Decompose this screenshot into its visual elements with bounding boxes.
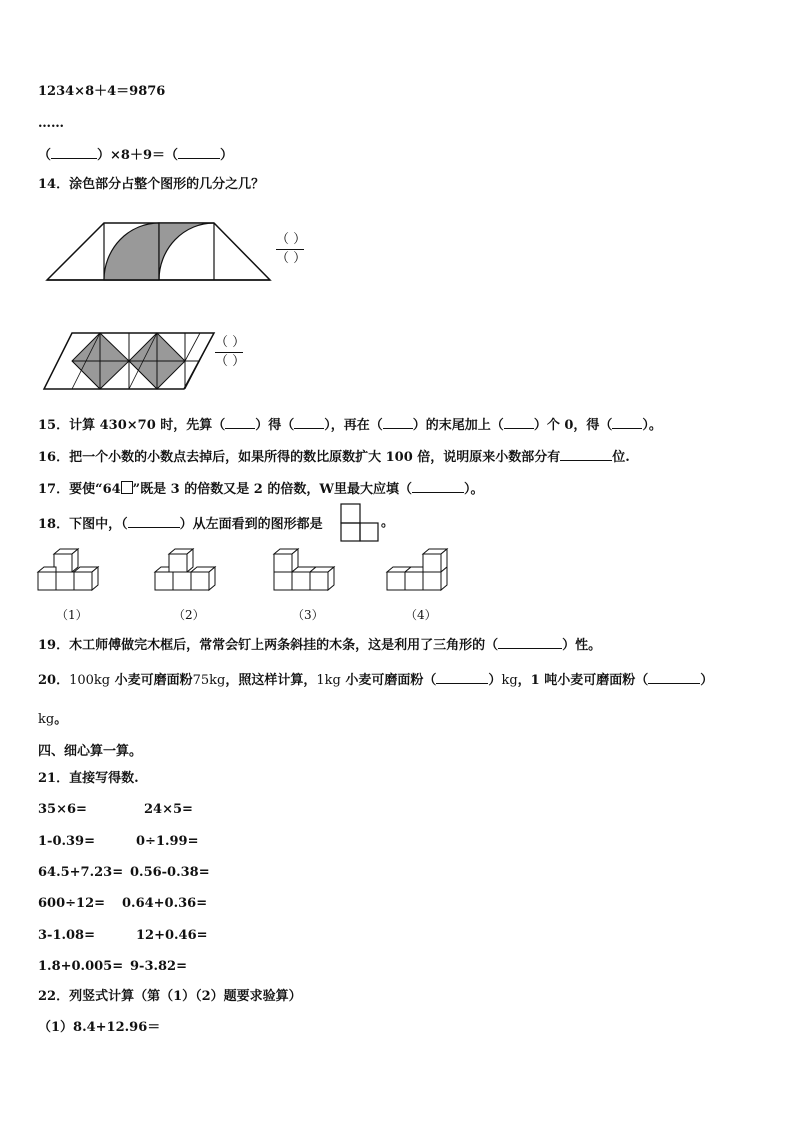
cube-figure-2 — [153, 548, 225, 598]
text: ）性。 — [562, 638, 602, 653]
cube-figure-3 — [272, 548, 344, 598]
cube-figure-1 — [36, 548, 108, 598]
fraction-bar — [276, 249, 304, 250]
calc-item: 35×6= — [38, 802, 87, 817]
question-20 — [38, 671, 713, 689]
text: ）的末尾加上（ — [412, 418, 504, 433]
numerator: （ ） — [215, 335, 246, 350]
trapezoid-figure — [44, 218, 284, 288]
answer-blank[interactable] — [504, 416, 534, 429]
left-view-shape — [340, 503, 380, 543]
text: ）。 — [642, 418, 662, 433]
calc-item: 24×5= — [144, 802, 193, 817]
answer-blank[interactable] — [612, 416, 642, 429]
text: ）从左面看到的图形都是 — [179, 517, 323, 532]
question-17 — [38, 480, 483, 498]
text: ”既是 3 的倍数又是 2 的倍数，W里最大应填（ — [132, 482, 412, 497]
text: 小麦可磨面粉（ — [340, 673, 437, 688]
text: 小麦可磨面粉 — [110, 673, 193, 688]
question-20-cont — [38, 712, 67, 728]
text: ，1 吨小麦可磨面粉（ — [517, 673, 649, 688]
calc-item: 0.64+0.36= — [122, 896, 208, 911]
quantity: 75kg — [192, 673, 226, 688]
answer-blank[interactable] — [436, 671, 488, 684]
answer-blank[interactable] — [560, 448, 612, 461]
calc-item: 0÷1.99= — [136, 834, 199, 849]
text: 位. — [612, 450, 630, 465]
answer-blank[interactable] — [294, 416, 324, 429]
question-16 — [38, 448, 630, 466]
equation-line: 1234×8＋4＝9876 — [38, 84, 166, 99]
fraction-bar — [215, 352, 243, 353]
numerator: （ ） — [276, 232, 307, 247]
answer-blank[interactable] — [178, 146, 220, 159]
text: ，照这样计算， — [225, 673, 317, 688]
calc-item: 64.5+7.23= — [38, 865, 124, 880]
text: ） — [220, 148, 234, 163]
text: ）得（ — [255, 418, 295, 433]
quantity: 1kg — [316, 673, 341, 688]
calc-item: 1.8+0.005= — [38, 959, 124, 974]
unit: kg — [501, 673, 518, 688]
cube-label-4: （4） — [405, 608, 437, 622]
quantity: 100kg — [69, 673, 111, 688]
cube-figure-4 — [385, 548, 457, 598]
answer-blank[interactable] — [128, 515, 180, 528]
digit-box[interactable] — [121, 481, 133, 494]
period: 。 — [381, 515, 395, 530]
question-22: 22．列竖式计算（第（1）（2）题要求验算） — [38, 989, 302, 1004]
question-14: 14．涂色部分占整个图形的几分之几？ — [38, 177, 265, 192]
answer-blank[interactable] — [225, 416, 255, 429]
text: 16．把一个小数的小数点去掉后，如果所得的数比原数扩大 100 倍，说明原来小数部分有 — [38, 450, 561, 465]
fill-in-equation — [38, 146, 233, 164]
text: （ — [38, 148, 52, 163]
answer-blank[interactable] — [51, 146, 97, 159]
calc-item: 0.56-0.38= — [130, 865, 210, 880]
question-19 — [38, 636, 601, 654]
cube-label-3: （3） — [292, 608, 324, 622]
question-15 — [38, 416, 662, 434]
text: 20． — [38, 673, 70, 688]
answer-blank[interactable] — [648, 671, 700, 684]
answer-blank[interactable] — [383, 416, 413, 429]
denominator: （ ） — [215, 354, 246, 369]
calc-item: 1-0.39= — [38, 834, 95, 849]
cube-label-1: （1） — [56, 608, 88, 622]
calc-item: 3-1.08= — [38, 928, 95, 943]
question-22-1: （1）8.4+12.96＝ — [38, 1020, 161, 1035]
cube-label-2: （2） — [173, 608, 205, 622]
text: ） — [700, 673, 714, 688]
text: ）。 — [463, 482, 484, 497]
calc-item: 12+0.46= — [136, 928, 208, 943]
fraction-answer-2[interactable] — [215, 335, 246, 369]
denominator: （ ） — [276, 251, 307, 266]
ellipsis-line: …… — [38, 116, 64, 131]
section-heading: 四、细心算一算。 — [38, 744, 143, 759]
text: 。 — [54, 712, 68, 727]
text: ），再在（ — [324, 418, 383, 433]
question-21: 21．直接写得数. — [38, 771, 139, 786]
text: ）×8＋9＝（ — [97, 148, 178, 163]
parallelogram-figure — [42, 331, 222, 393]
text: 19．木工师傅做完木框后，常常会钉上两条斜挂的木条，这是利用了三角形的（ — [38, 638, 499, 653]
fraction-answer-1[interactable] — [276, 232, 307, 266]
text: 15．计算 430×70 时，先算（ — [38, 418, 226, 433]
text: ）个 0，得（ — [533, 418, 613, 433]
text: 18．下图中，（ — [38, 517, 128, 532]
unit: kg — [38, 712, 55, 727]
calc-item: 9-3.82= — [130, 959, 187, 974]
calc-item: 600÷12= — [38, 896, 106, 911]
text: 17．要使“64 — [38, 482, 121, 497]
answer-blank[interactable] — [412, 480, 464, 493]
answer-blank[interactable] — [498, 636, 562, 649]
text: ） — [488, 673, 502, 688]
question-18 — [38, 515, 323, 533]
